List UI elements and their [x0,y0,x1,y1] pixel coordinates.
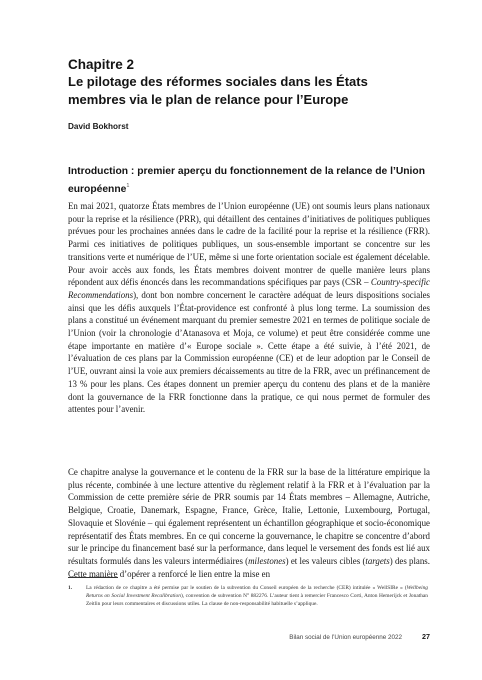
footnote-text [86,584,428,608]
running-footer: Bilan social de l’Union européenne 2022 [289,634,402,641]
paragraph-text: ) et les valeurs cibles ( [285,555,366,566]
footnote-reference[interactable]: 1 [126,183,130,189]
page-number: 27 [422,632,430,641]
paragraph-italic-text: Country-specific Recommendations [68,277,430,300]
section-heading [68,165,428,197]
body-paragraph-2 [68,466,430,580]
footnote-text-part: ), convention de subvention N° 882276. L’auteur tient à remercier Francesco Corti, Anton Hemerijck et Jonathan Zeitlin pour leurs commentaires et discussions utiles. La clause de non-responsabilité habituelle s’applique. [86,593,428,607]
footnote [68,584,428,608]
paragraph-text: En mai 2021, quatorze États membres de l’Union européenne (UE) ont soumis leurs plans nationaux pour la reprise et la résilience (PRR), qui détaillent des centaines d’initiatives de politiques publiques prévues pour les prochaines années dans le cadre de la facilité pour la reprise et la résilience (FRR). Parmi ces initiatives de politiques publiques, un sous-ensemble important se concentre sur les transitions verte et numérique de l’UE, même si une forte orientation sociale est également décelable. Pour avoir accès aux fonds, les États membres doivent montrer de quelle manière leurs plans répondent aux défis énoncés dans les recommandations spécifiques par pays (CSR – [68,201,430,288]
author-name: David Bokhorst [68,122,129,131]
footnote-divider [68,577,118,578]
paragraph-text: ) des plans. Cette manière d’opérer a renforcé le lien entre la mise en [68,555,430,579]
footnote-number: 1. [68,585,73,591]
paragraph-text: Ce chapitre analyse la gouvernance et le contenu de la FRR sur la base de la littérature empirique la plus récente, combinée à une lecture attentive du règlement relatif à la FRR et à l’évaluation par la Commission de cette première série de PRR soumis par 14 États membres – Allemagne, Autriche, Belgique, Croatie, Danemark, Espagne, France, Grèce, Italie, Lettonie, Luxembourg, Portugal, Slovaquie et Slovénie – qui également représentent un échantillon géographique et socio-économique représentatif des États membres. En ce qui concerne la gouvernance, le chapitre se concentre d’abord sur le principe du financement basé sur la performance, dans lequel le versement des fonds est lié aux résultats formulés dans les valeurs intermédiaires ( [68,467,430,566]
chapter-label: Chapitre 2 [68,57,135,72]
footnote-italic-text: Wellbeing Returns on Social Investment Recalibration [86,585,428,599]
body-paragraph-1 [68,200,430,416]
footnote-text-part: La rédaction de ce chapitre a été permise par le soutien de la subvention du Conseil européen de la recherche (CER) intitulée « WellSIRe » ( [86,585,407,591]
section-heading-text: Introduction : premier aperçu du fonctionnement de la relance de l’Union européenne [68,166,426,195]
paragraph-italic-text: milestones [248,555,286,566]
paragraph-italic-text: targets [365,555,390,566]
chapter-title: Le pilotage des réformes sociales dans les États membres via le plan de relance pour l’Europe [68,74,368,107]
paragraph-text: ), dont bon nombre concernent le caractère adéquat de leurs dispositions sociales ainsi que les défis auxquels l’État-providence est confronté à plus long terme. La soumission des plans a constitué un événement marquant du premier semestre 2021 en termes de politique sociale de l’Union (voir la chronologie d’Atanasova et Moja, ce volume) et peut être considérée comme une étape importante en matière d’« Europe sociale ». Cette étape a été suivie, à l’été 2021, de l’évaluation de ces plans par la Commission européenne (CE) et de leur adoption par le Conseil de l’UE, ouvrant ainsi la voie aux premiers décaissements au titre de la FRR, avec un préfinancement de 13 % pour les plans. Ces étapes donnent un premier aperçu du contenu des plans et de la manière dont la gouvernance de la FRR fonctionne dans la pratique, ce qui nous permet de formuler des attentes pour l’avenir. [68,289,430,415]
